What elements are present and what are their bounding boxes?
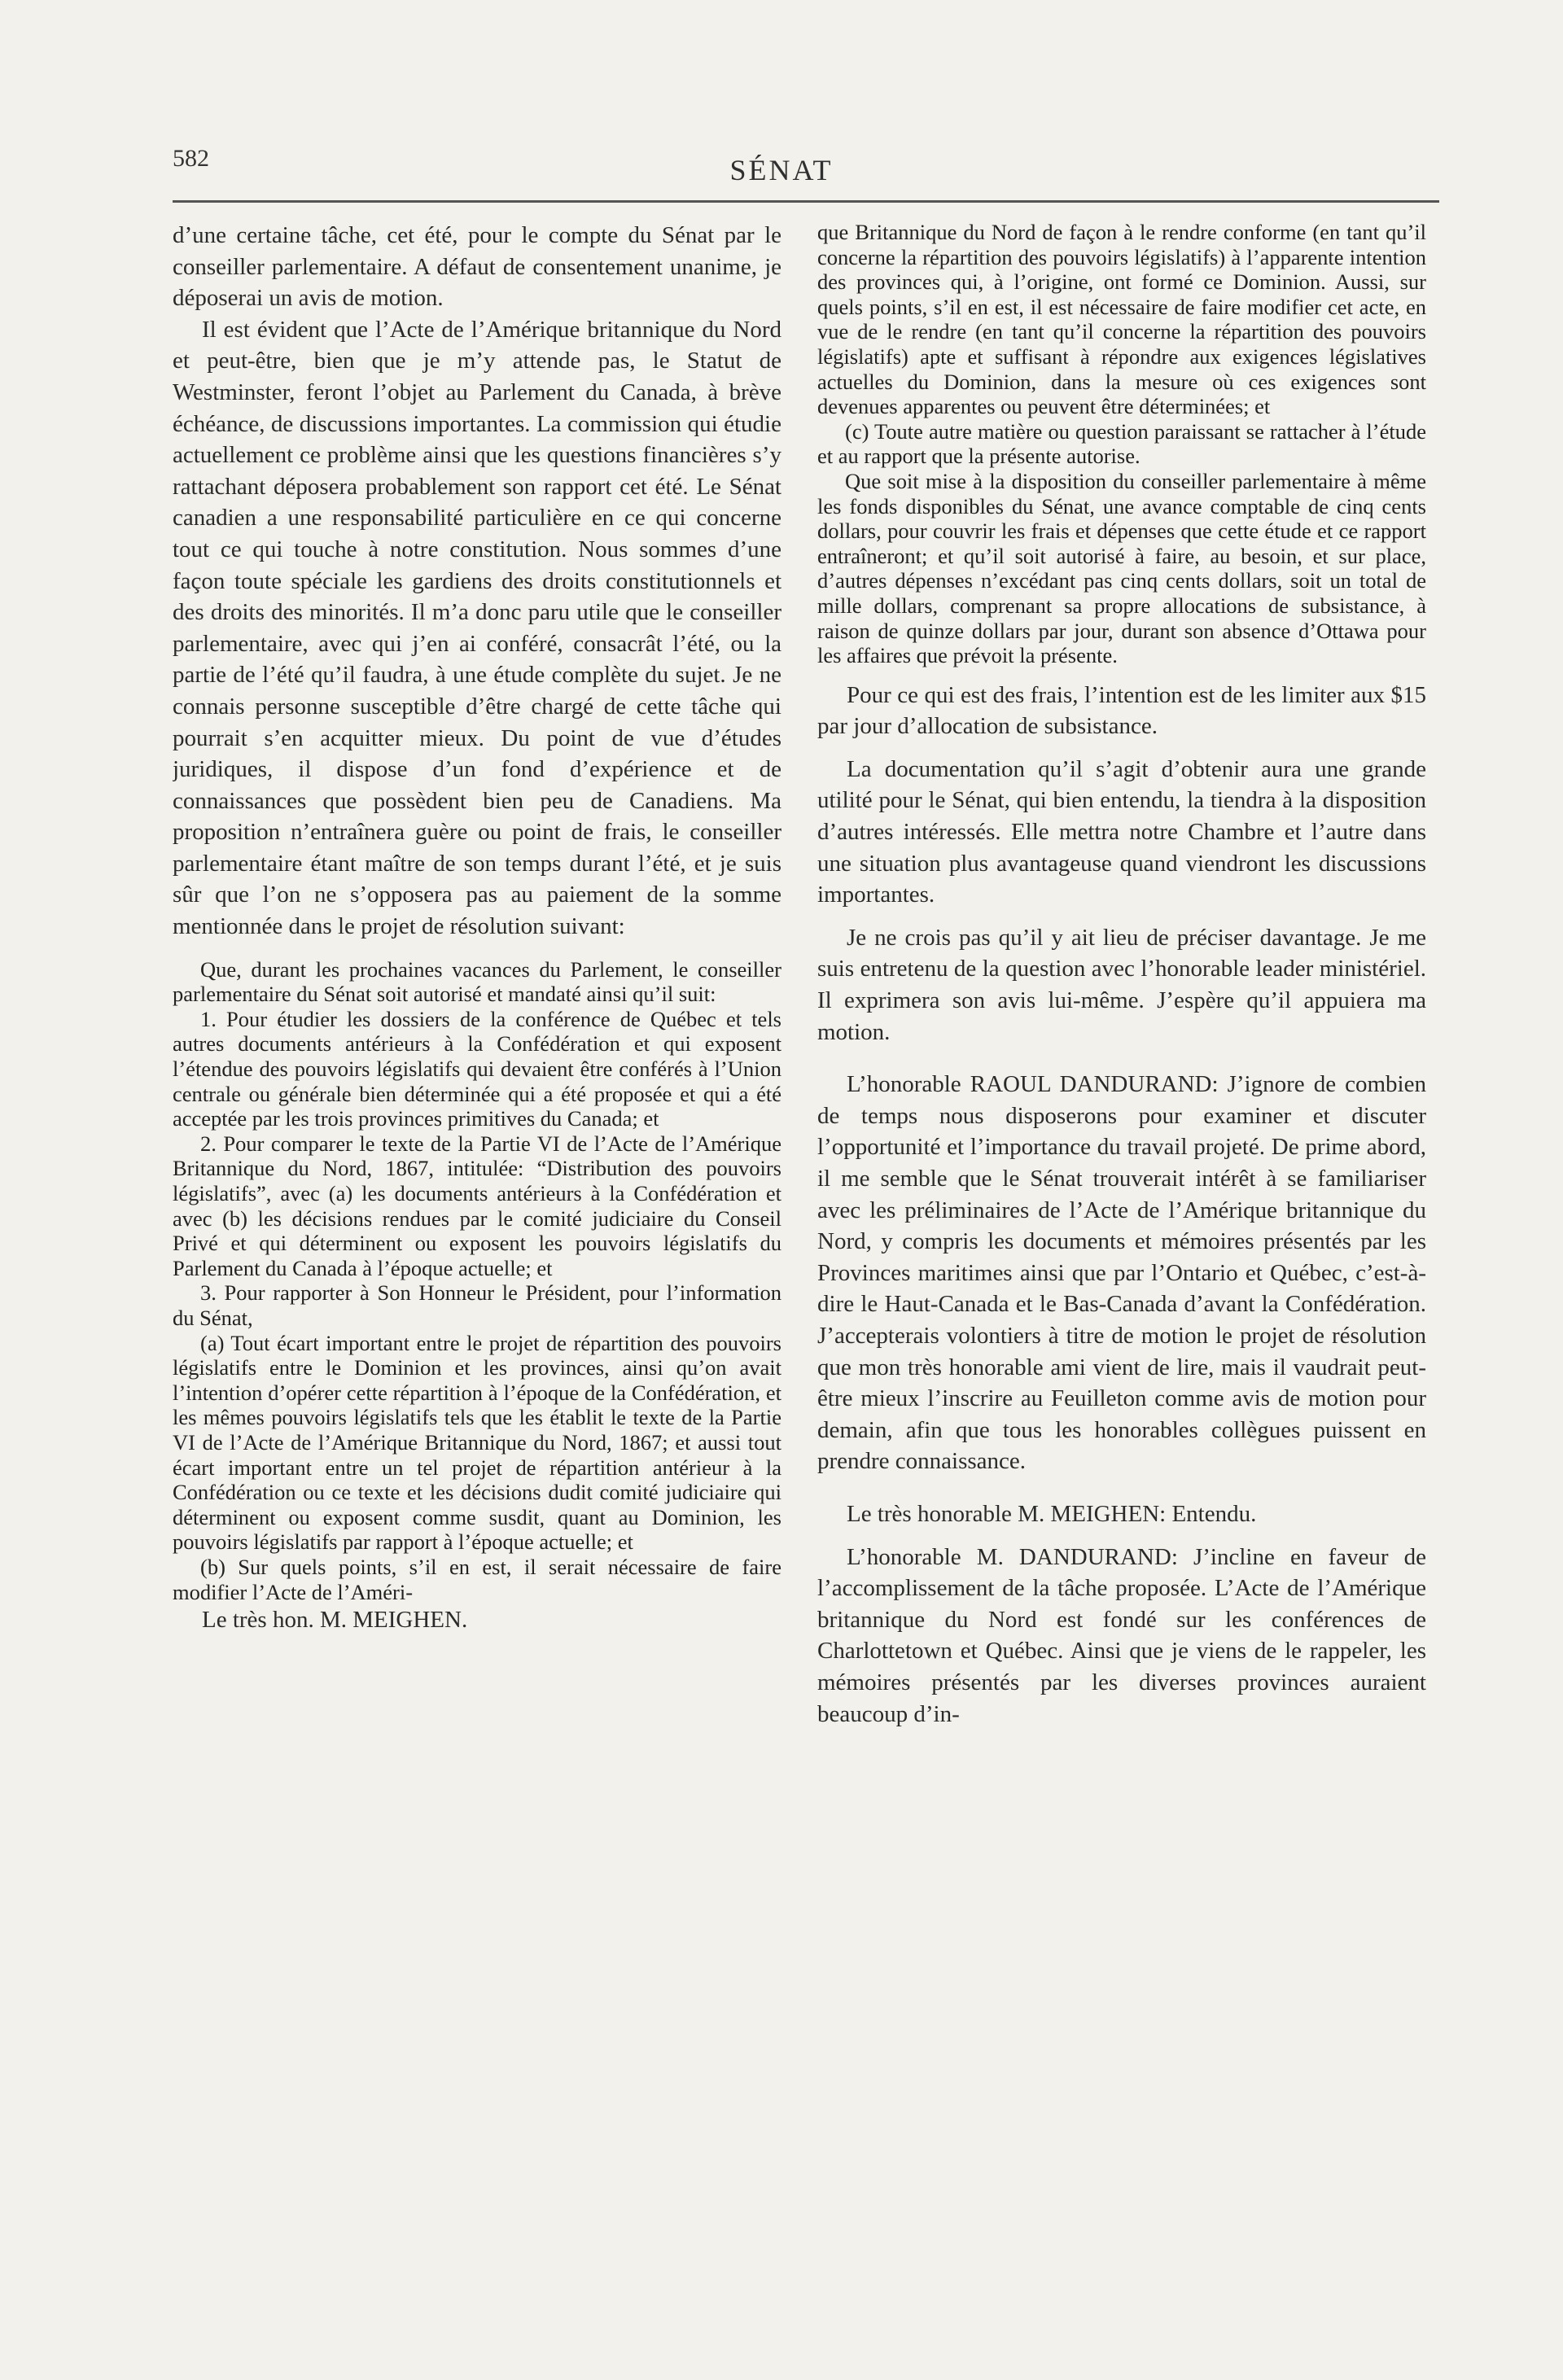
resolution-item: 1. Pour étudier les dossiers de la conférence de Québec et tels autres documents antérieurs à la Confédération et qui exposent l’étendue des pouvoirs législatifs qui devaient être conférés à l’Union centrale ou générale bien déterminée qui a été proposée et qui a été acceptée par les trois provinces primitives du Canada; et	[173, 1006, 782, 1131]
resolution-item: Que soit mise à la disposition du conseiller parlementaire à même les fonds disponibles du Sénat, une avance comptable de cinq cents dollars, pour couvrir les frais et dépenses que cette étude et ce rapport entraîneront; et qu’il soit autorisé à faire, au besoin, et sur place, d’autres dépenses n’excédant pas cinq cents dollars, soit un total de mille dollars, comprenant sa propre allocations de subsistance, à raison de quinze dollars par jour, durant son absence d’Ottawa pour les affaires que prévoit la présente.	[817, 468, 1426, 668]
resolution-text: Que, durant les prochaines vacances du Parlement, le conseiller parlementaire du Sénat soit autorisé et mandaté ainsi qu’il suit:	[173, 956, 782, 1007]
paragraph: Il est évident que l’Acte de l’Amérique britannique du Nord et peut-être, bien que je m’y attende pas, le Statut de Westminster, feront l’objet au Parlement du Canada, à brève échéance, de discussions importantes. La commission qui étudie actuellement ce problème ainsi que les questions financières s’y rattachant déposera probablement son rapport cet été. Le Sénat canadien a une responsabilité particulière en ce qui concerne tout ce qui touche à notre constitution. Nous sommes d’une façon toute spéciale les gardiens des droits constitutionnels et des droits des minorités. Il m’a donc paru utile que le conseiller parlementaire, avec qui j’en ai conféré, consacrât l’été, ou la partie de l’été qu’il faudra, à une étude complète du sujet. Je ne connais personne susceptible d’être chargé de cette tâche qui pourrait s’en acquitter mieux. Du point de vue d’études juridiques, il dispose d’un fond d’expérience et de connaissances que possèdent bien peu de Canadiens. Ma proposition n’entraînera guère ou point de frais, le conseiller parlementaire étant maître de son temps durant l’été, et je suis sûr que l’on ne s’opposera pas au paiement de la somme mentionnée dans le projet de résolution suivant:	[173, 316, 782, 940]
paragraph: La documentation qu’il s’agit d’obtenir aura une grande utilité pour le Sénat, qui bien entendu, la tiendra à la disposition d’autres intéressés. Elle mettra notre Chambre et l’autre dans une situation plus avantageuse quand viendront les discussions importantes.	[817, 755, 1426, 908]
resolution-item: 3. Pour rapporter à Son Honneur le Président, pour l’information du Sénat,	[173, 1280, 782, 1330]
paragraph: Pour ce qui est des frais, l’intention est de les limiter aux $15 par jour d’allocation de subsistance.	[817, 681, 1426, 740]
paragraph: d’une certaine tâche, cet été, pour le compte du Sénat par le conseiller parlementaire. A défaut de consentement unanime, je déposerai un avis de motion.	[173, 222, 782, 312]
speech-dandurand: L’honorable RAOUL DANDURAND: J’ignore de combien de temps nous disposerons pour examiner et discuter l’opportunité et l’importance du travail projeté. De prime abord, il me semble que le Sénat trouverait intérêt à se familiariser avec les préliminaires de l’Acte de l’Amérique britannique du Nord, y compris les documents et mémoires présentés par les Provinces maritimes ainsi que par l’Ontario et Québec, c’est-à-dire le Haut-Canada et le Bas-Canada d’avant la Confédération. J’accepterais volontiers à titre de motion le projet de résolution que mon très honorable ami vient de lire, mais il vaudrait peut-être mieux l’inscrire au Feuilleton comme avis de motion pour demain, afin que tous les honorables collègues puissent en prendre connaissance.	[817, 1071, 1426, 1475]
right-column	[817, 220, 1426, 2287]
resolution-item: (b) Sur quels points, s’il en est, il serait nécessaire de faire modifier l’Acte de l’Améri-	[173, 1554, 782, 1604]
speaker-attribution: Le très hon. M. MEIGHEN.	[202, 1607, 468, 1634]
resolution-text: que Britannique du Nord de façon à le rendre conforme (en tant qu’il concerne la répartition des pouvoirs législatifs) à l’apparente intention des provinces qui, à l’origine, ont formé ce Dominion. Aussi, sur quels points, s’il en est, il est nécessaire de faire modifier cet acte, en vue de le rendre (en tant qu’il concerne la répartition des pouvoirs législatifs) apte et suffisant à répondre aux exigences législatives actuelles du Dominion, dans la mesure où ces exigences sont devenues apparentes ou peuvent être déterminées; et	[817, 220, 1426, 419]
paragraph: Je ne crois pas qu’il y ait lieu de préciser davantage. Je me suis entretenu de la question avec l’honorable leader ministériel. Il exprimera son avis lui-même. J’espère qu’il appuiera ma motion.	[817, 924, 1426, 1045]
speech-meighen: Le très honorable M. MEIGHEN: Entendu.	[847, 1500, 1257, 1527]
speech-dandurand: L’honorable M. DANDURAND: J’incline en faveur de l’accomplissement de la tâche proposée. L’Acte de l’Amérique britannique du Nord est fondé sur les conférences de Charlottetown et Québec. Ainsi que je viens de le rappeler, les mémoires présentés par les diverses provinces auraient beaucoup d’in-	[817, 1543, 1426, 1727]
left-column	[173, 220, 782, 2287]
resolution-item: (c) Toute autre matière ou question paraissant se rattacher à l’étude et au rapport que la présente autorise.	[817, 418, 1426, 469]
resolution-item: 2. Pour comparer le texte de la Partie VI de l’Acte de l’Amérique Britannique du Nord, 1867, intitulée: “Distribution des pouvoirs législatifs”, avec (a) les documents antérieurs à la Confédération et avec (b) les décisions rendues par le comité judiciaire du Conseil Privé et qui déterminent ou exposent les pouvoirs législatifs du Parlement du Canada à l’époque actuelle; et	[173, 1131, 782, 1280]
running-head: SÉNAT	[729, 154, 834, 186]
page-number: 582	[173, 145, 209, 172]
header-rule	[173, 200, 1439, 203]
resolution-item: (a) Tout écart important entre le projet de répartition des pouvoirs législatifs entre le Dominion et les provinces, ainsi qu’on avait l’intention d’opérer cette répartition à l’époque de la Confédération, et les mêmes pouvoirs législatifs tels que les établit le texte de la Partie VI de l’Acte de l’Amérique Britannique du Nord, 1867; et aussi tout écart important entre un tel projet de répartition antérieur à la Confédération ou ce texte et les décisions dudit comité judiciaire qui déterminent ou exposent comme susdit, quant au Dominion, les pouvoirs législatifs par rapport à l’époque actuelle; et	[173, 1330, 782, 1555]
